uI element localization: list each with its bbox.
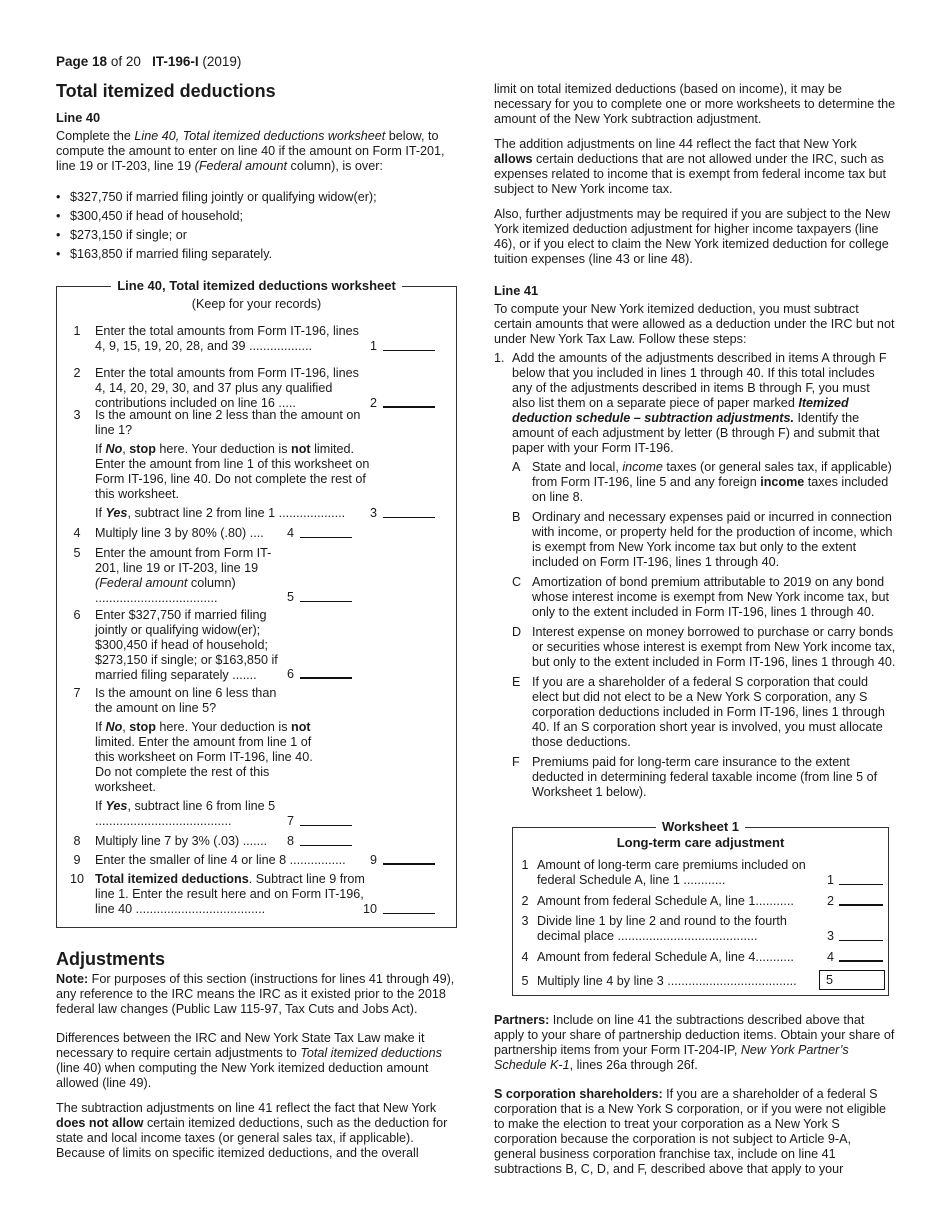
list-item: C Amortization of bond premium attributable to 2019 on any bond whose interest income is exempt from New York income tax, but only to the extent included in Form IT-196, lines 1 through 40. [512,575,889,619]
entry-line-9[interactable] [383,853,435,865]
worksheet-title: Line 40, Total itemized deductions worksheet [57,278,456,293]
page-number: Page 18 [56,54,108,69]
list-item: D Interest expense on money borrowed to purchase or carry bonds or securities whose interest is exempt from New York income tax, but only to the extent included in Form IT-196, lines 1 through 40. [512,625,896,669]
note-paragraph: Note: For purposes of this section (instructions for lines 41 through 49), any reference to the IRC means the IRC as it existed prior to the 2018 federal law changes (Public Law 115-97, Tax Cuts and Jobs Act). [56,972,455,1016]
line41-intro: To compute your New York itemized deduction, you must subtract certain amounts that were allowed as a deduction under the IRC but not under New York Tax Law. Follow these steps: [494,302,895,346]
also-paragraph: Also, further adjustments may be required if you are subject to the New York itemized deduction adjustment for higher income taxpayers (line 46), or if you elect to claim the New York itemized deduction for college tuition expenses (line 43 or line 48). [494,207,891,266]
line40-section [56,110,456,184]
worksheet-1: Worksheet 1 Long-term care adjustment 1 Amount of long-term care premiums included on federal Schedule A, line 1 ............ 1 2 Amount from federal Schedule A, line 1........... 2 3 Divide line 1 by line 2 and round to the fourth decimal place ........................................ 3 4 Amount from federal Schedule A, line 4........... 4 5 Multiply line 4 by line 3 ..................................... 5 [512,827,889,996]
line41-heading: Line 41 [494,283,539,298]
list-item: A State and local, income taxes (or general sales tax, if applicable) from Form IT-196, line 5 and any foreign income taxes included on line 8. [512,460,892,504]
page-header [56,54,241,69]
entry-line-10[interactable] [383,902,435,914]
ws1-entry-4[interactable] [839,950,883,962]
right-column-bottom [494,1013,896,1187]
entry-line-3[interactable] [383,506,435,518]
worksheet-1-title: Worksheet 1 [513,819,888,834]
ws1-entry-1[interactable] [839,873,883,885]
worksheet-1-subtitle: Long-term care adjustment [616,835,785,850]
list-item: • $327,750 if married filing jointly or qualifying widow(er); [56,190,377,204]
list-item: • $300,450 if head of household; [56,209,243,223]
adjustment-items [512,460,896,800]
entry-line-7[interactable] [300,814,352,826]
entry-line-1[interactable] [383,339,435,351]
adjustments-body [56,972,458,1171]
line40-heading: Line 40 [56,110,101,125]
ws1-entry-3[interactable] [839,929,883,941]
form-id: IT-196-I [152,54,199,69]
line40-worksheet: Line 40, Total itemized deductions worksheet (Keep for your records) 1 Enter the total amounts from Form IT-196, lines 4, 9, 15, 19, 20, 28, and 39 .................. 1 2 Enter the total amounts from Form IT-196, lines 4, 14, 20, 29, 30, and 37 plus any qualified contributions included on line 16 ..... 2 3 Is the amount on line 2 less than the amount on line 1? If No, stop here. Your deduction is not limited. Enter the amount from line 1 of this worksheet on Form IT-196, line 40. Do not complete the rest of this worksheet. If Yes, subtract line 2 from line 1 ................... 3 4 Multiply line 3 by 80% (.80) .... 4 5 Enter the amount from Form IT-201, line 19 or IT-203, line 19 (Federal amount column) ................................... 5 6 Enter $327,750 if married filing jointly or qualifying widow(er); $300,450 if head of household; $273,150 if single; or $163,850 if married filing separately ....... 6 7 Is the amount on line 6 less than the amount on line 5? If No, stop here. Your deduction is not limited. Enter the amount from line 1 of this worksheet on Form IT-196, line 40. Do not complete the rest of this worksheet. If Yes, subtract line 6 from line 5 ....................................... 7 8 Multiply line 7 by 3% (.03) ....... 8 9 Enter the smaller of line 4 or line 8 ................ 9 10 Total itemized deductions. Subtract line 9 from line 1. Enter the result here and on Form IT-196, line 40 ..................................... 10 [56,286,457,928]
entry-line-5[interactable] [300,590,352,602]
subtraction-paragraph: The subtraction adjustments on line 41 reflect the fact that New York does not allow certain itemized deductions, such as the deduction for state and local income taxes (or general sales tax, if applicable). Because of limits on specific itemized deductions, and the overall [56,1101,448,1160]
step-1: 1. Add the amounts of the adjustments described in items A through F below that you included in lines 1 through 40. If this total includes any of the adjustments described in items B through F, you must also list them on a separate piece of paper marked Itemized deduction schedule – subtraction adjustments. Identify the amount of each adjustment by letter (B through F) and submit that paper with your Form IT-196. [494,351,887,455]
list-item: • $163,850 if married filing separately. [56,247,273,261]
threshold-list [56,190,456,266]
entry-line-6[interactable] [300,667,352,679]
addition-paragraph: The addition adjustments on line 44 reflect the fact that New York allows certain deductions that are not allowed under the IRC, such as expenses related to income that is exempt from federal income tax but subject to New York income tax. [494,137,887,196]
list-item: F Premiums paid for long-term care insurance to the extent deducted in determining federal taxable income (from line 5 of Worksheet 1 below). [512,755,878,799]
entry-line-4[interactable] [300,526,352,538]
ws1-entry-5[interactable]: 5 [819,970,885,990]
entry-line-2[interactable] [383,396,435,408]
list-item: B Ordinary and necessary expenses paid or incurred in connection with income, or property held for the production of income, which is exempt from New York income tax but only to the extent included on Form IT-196, lines 1 through 40. [512,510,893,569]
worksheet-subtitle: (Keep for your records) [191,297,322,311]
limit-paragraph: limit on total itemized deductions (based on income), it may be necessary for you to complete one or more worksheets to determine the amount of the New York subtraction adjustment. [494,82,896,126]
form-year: (2019) [202,54,242,69]
ws1-entry-2[interactable] [839,894,883,906]
section-title-total-itemized: Total itemized deductions [56,81,276,101]
scorp-paragraph: S corporation shareholders: If you are a shareholder of a federal S corporation that is a New York S corporation, or if you were not eligible to make the election to treat your corporation as a New York S corporation because the corporation is not subject to Article 9-A, general business corporation franchise tax, include on line 41 subtractions B, C, D, and F, described above that apply to your [494,1087,887,1176]
list-item: • $273,150 if single; or [56,228,187,242]
section-title-adjustments: Adjustments [56,949,166,969]
partners-paragraph: Partners: Include on line 41 the subtractions described above that apply to your share of partnership deduction items. Obtain your share of partnership items from your Form IT-204-IP, New York Partner’s Schedule K-1, lines 26a through 26f. [494,1013,895,1072]
entry-line-8[interactable] [300,834,352,846]
differences-paragraph: Differences between the IRC and New York State Tax Law make it necessary to require certain adjustments to Total itemized deductions (line 40) when computing the New York itemized deduction amount allowed (line 49). [56,1031,442,1090]
line40-intro: Complete the Line 40, Total itemized deductions worksheet below, to compute the amount to enter on line 40 if the amount on Form IT-201, line 19 or IT-203, line 19 (Federal amount column), is over: [56,129,445,173]
right-column-top [494,82,896,805]
page-of: of 20 [110,54,141,69]
list-item: E If you are a shareholder of a federal S corporation that could elect but did not elect to be a New York S corporation, any S corporation deductions included in Form IT-196, lines 1 through 40. If an S corporation short year is involved, you must allocate those deductions. [512,675,885,749]
